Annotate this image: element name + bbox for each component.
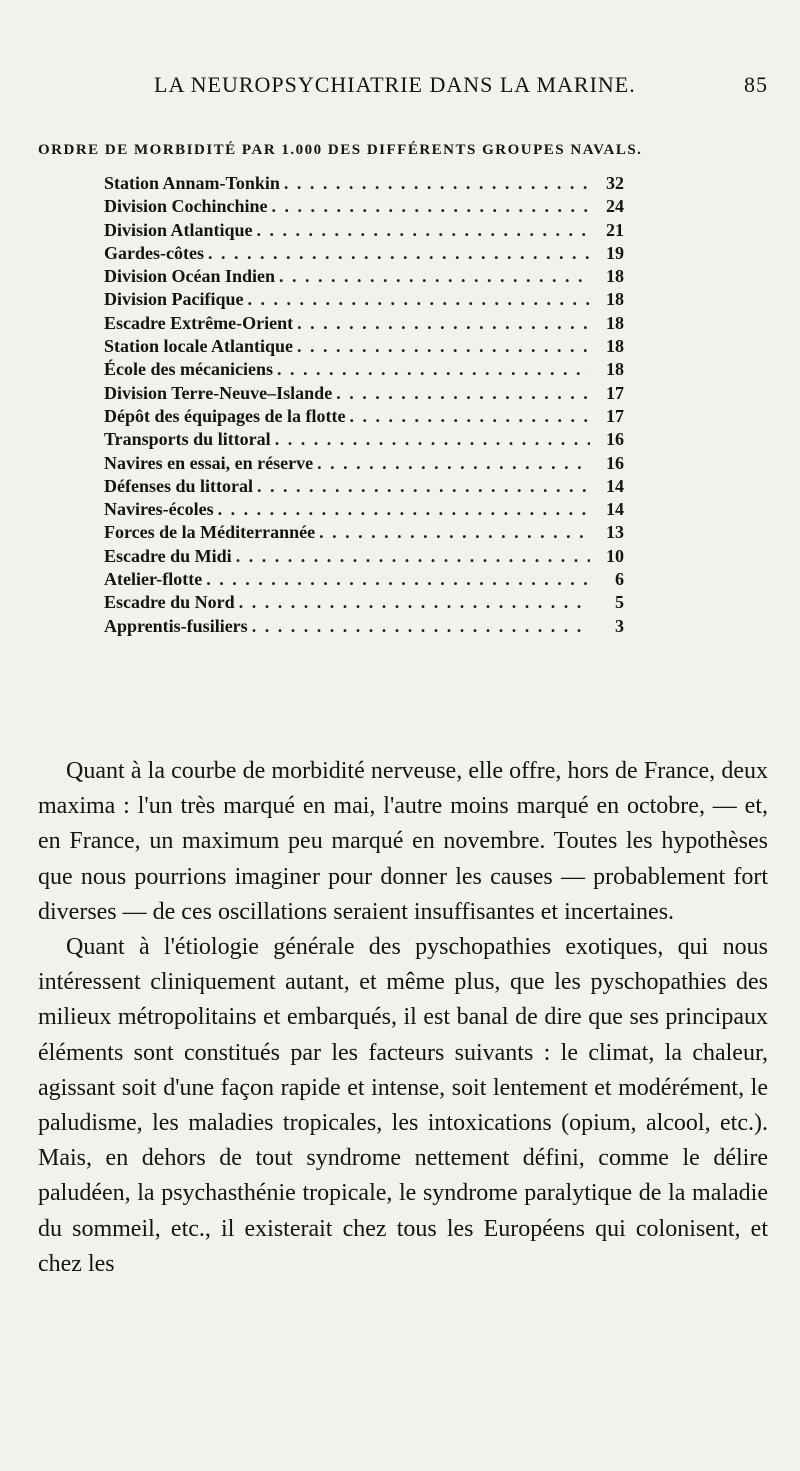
group-label: Forces de la Méditerrannée [104, 522, 316, 543]
table-row [104, 591, 624, 614]
page-number: 85 [744, 72, 768, 97]
table-row [104, 521, 624, 544]
morbidity-value: 13 [606, 522, 624, 543]
group-label: Navires-écoles [104, 499, 214, 520]
leader-dots [336, 382, 590, 405]
table-row [104, 405, 624, 428]
table-row [104, 615, 624, 638]
paragraph: Quant à l'étiologie générale des pyschopathies exotiques, qui nous intéressent cliniquement autant, et même plus, que les pyschopathies des milieux métropolitains et embarqués, il est banal de dire que ses principaux éléments sont constitués par les facteurs suivants : le climat, la chaleur, agissant soit d'une façon rapide et intense, soit lentement et modérément, le paludisme, les maladies tropicales, les intoxications (opium, alcool, etc.). Mais, en dehors de tout syndrome nettement défini, comme le délire paludéen, la psychasthénie tropicale, le syndrome paralytique de la maladie du sommeil, etc., il existerait chez tous les Européens qui colonisent, et chez les [38, 934, 768, 1277]
leader-dots [317, 452, 590, 475]
table-row [104, 312, 624, 335]
morbidity-value: 18 [606, 289, 624, 310]
leader-dots [284, 172, 590, 195]
leader-dots [236, 545, 590, 568]
morbidity-value: 14 [606, 499, 624, 520]
morbidity-value: 5 [615, 592, 624, 613]
table-row [104, 428, 624, 451]
leader-dots [297, 312, 590, 335]
group-label: Escadre du Midi [104, 545, 232, 566]
group-label: Division Terre-Neuve–Islande [104, 382, 333, 403]
table-row [104, 475, 624, 498]
table-row [104, 242, 624, 265]
morbidity-value: 17 [606, 405, 624, 426]
table-row [104, 452, 624, 475]
leader-dots [248, 288, 590, 311]
group-label: Division Océan Indien [104, 266, 276, 287]
group-label: Division Atlantique [104, 219, 253, 240]
leader-dots [319, 521, 590, 544]
group-label: Navires en essai, en réserve [104, 452, 314, 473]
morbidity-table [104, 172, 624, 638]
morbidity-value: 10 [606, 545, 624, 566]
table-row [104, 219, 624, 242]
group-label: Escadre Extrême-Orient [104, 312, 294, 333]
leader-dots [279, 265, 590, 288]
table-row [104, 358, 624, 381]
group-label: Transports du littoral [104, 429, 271, 450]
group-label: Division Pacifique [104, 289, 244, 310]
morbidity-value: 16 [606, 429, 624, 450]
morbidity-value: 6 [615, 569, 624, 590]
morbidity-value: 32 [606, 173, 624, 193]
leader-dots [252, 615, 590, 638]
paragraph: Quant à la courbe de morbidité nerveuse, elle offre, hors de France, deux maxima : l'un très marqué en mai, l'autre moins marqué en octobre, — et, en France, un maximum peu marqué en novembre. Toutes les hypothèses que nous pourrions imaginer pour donner les causes — probablement fort diverses — de ces oscillations seraient insuffisantes et incertaines. [38, 758, 768, 925]
morbidity-value: 18 [606, 359, 624, 380]
morbidity-value: 18 [606, 266, 624, 287]
group-label: Station Annam-Tonkin [104, 173, 280, 193]
morbidity-value: 18 [606, 336, 624, 357]
group-label: Défenses du littoral [104, 475, 253, 496]
table-row [104, 265, 624, 288]
running-header [0, 72, 800, 102]
leader-dots [350, 405, 591, 428]
group-label: Gardes-côtes [104, 242, 204, 263]
table-title: ORDRE DE MORBIDITÉ PAR 1.000 DES DIFFÉRENTS GROUPES NAVALS. [38, 142, 643, 158]
morbidity-value: 18 [606, 312, 624, 333]
group-label: Division Cochinchine [104, 196, 268, 217]
group-label: Apprentis-fusiliers [104, 615, 248, 636]
morbidity-value: 24 [606, 196, 624, 217]
group-label: Dépôt des équipages de la flotte [104, 405, 346, 426]
leader-dots [218, 498, 590, 521]
table-row [104, 335, 624, 358]
leader-dots [239, 591, 590, 614]
leader-dots [277, 358, 590, 381]
morbidity-value: 3 [615, 615, 624, 636]
leader-dots [275, 428, 590, 451]
table-row [104, 568, 624, 591]
leader-dots [208, 242, 590, 265]
table-row [104, 545, 624, 568]
morbidity-value: 16 [606, 452, 624, 473]
group-label: Atelier-flotte [104, 569, 203, 590]
morbidity-value: 14 [606, 475, 624, 496]
table-row [104, 288, 624, 311]
table-row [104, 382, 624, 405]
morbidity-value: 17 [606, 382, 624, 403]
table-row [104, 195, 624, 218]
table-row [104, 172, 624, 195]
leader-dots [257, 475, 590, 498]
morbidity-value: 21 [606, 219, 624, 240]
group-label: Station locale Atlantique [104, 336, 294, 357]
running-title: LA NEUROPSYCHIATRIE DANS LA MARINE. [154, 72, 636, 97]
leader-dots [206, 568, 590, 591]
leader-dots [297, 335, 590, 358]
morbidity-value: 19 [606, 242, 624, 263]
leader-dots [272, 195, 590, 218]
body-text [38, 754, 768, 1282]
group-label: Escadre du Nord [104, 592, 235, 613]
group-label: École des mécaniciens [104, 359, 273, 380]
table-row [104, 498, 624, 521]
leader-dots [257, 219, 590, 242]
